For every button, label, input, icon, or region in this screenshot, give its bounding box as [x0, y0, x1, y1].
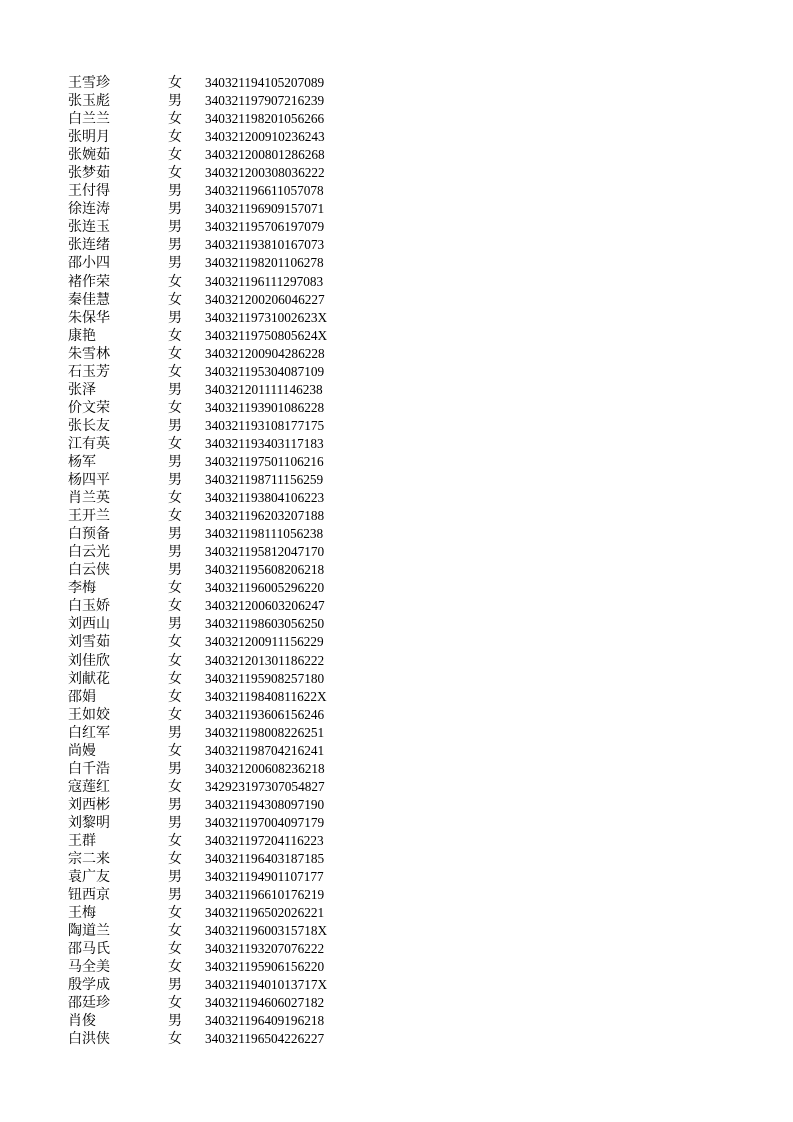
person-id-number: 340321193606156246 — [205, 706, 325, 722]
table-row — [0, 164, 793, 182]
person-gender: 女 — [168, 490, 182, 507]
person-id-number: 340321200206046227 — [205, 291, 325, 307]
person-gender: 女 — [168, 580, 182, 597]
person-name: 刘黎明 — [68, 814, 110, 831]
person-gender: 男 — [168, 255, 182, 272]
table-row — [0, 543, 793, 561]
person-id-number: 34032119401013717X — [205, 977, 328, 993]
person-name: 褚作荣 — [68, 273, 110, 290]
table-row — [0, 453, 793, 471]
person-name: 白兰兰 — [68, 111, 110, 128]
person-name: 王群 — [68, 832, 96, 849]
table-row — [0, 615, 793, 633]
table-row — [0, 1012, 793, 1030]
person-id-number: 340321194105207089 — [205, 75, 325, 90]
person-name: 寇莲红 — [68, 778, 110, 795]
person-name: 邵廷珍 — [68, 995, 110, 1012]
person-id-number: 340321196409196218 — [205, 1013, 325, 1029]
person-name: 刘西彬 — [68, 796, 110, 813]
person-id-number: 340321193403117183 — [205, 435, 324, 451]
table-row — [0, 850, 793, 868]
table-row — [0, 886, 793, 904]
person-name: 张玉彪 — [68, 93, 110, 110]
person-id-number: 340321198111056238 — [205, 526, 324, 542]
table-row — [0, 273, 793, 291]
person-gender: 女 — [168, 959, 182, 976]
person-gender: 女 — [168, 291, 182, 308]
table-row — [0, 471, 793, 489]
table-row — [0, 399, 793, 417]
person-id-number: 340321198711156259 — [205, 472, 324, 488]
person-id-number: 340321197004097179 — [205, 814, 325, 830]
person-name: 李梅 — [68, 580, 96, 597]
table-row — [0, 742, 793, 760]
table-row — [0, 597, 793, 615]
person-id-number: 340321194308097190 — [205, 796, 325, 812]
person-name: 朱雪林 — [68, 345, 110, 362]
table-row — [0, 435, 793, 453]
table-row — [0, 904, 793, 922]
person-id-number: 340321196909157071 — [205, 201, 325, 217]
person-name: 钮西京 — [68, 887, 110, 904]
person-name: 江有英 — [68, 435, 110, 452]
person-name: 邵马氏 — [68, 941, 110, 958]
person-id-number: 340321193207076222 — [205, 941, 325, 957]
person-id-number: 340321200308036222 — [205, 165, 325, 181]
person-id-number: 340321200801286268 — [205, 147, 325, 163]
person-gender: 男 — [168, 237, 182, 254]
table-row — [0, 579, 793, 597]
table-row — [0, 1030, 793, 1048]
person-id-number: 340321195812047170 — [205, 544, 325, 560]
person-id-number: 340321196502026221 — [205, 905, 325, 921]
person-id-number: 34032119840811622X — [205, 688, 327, 704]
person-id-number: 340321200603206247 — [205, 598, 325, 614]
person-name: 张泽 — [68, 381, 96, 398]
person-gender: 男 — [168, 453, 182, 470]
table-row — [0, 417, 793, 435]
person-name: 张婉茹 — [68, 147, 110, 164]
person-name: 马全美 — [68, 959, 110, 976]
person-gender: 女 — [168, 670, 182, 687]
person-name: 朱保华 — [68, 309, 110, 326]
person-gender: 女 — [168, 399, 182, 416]
person-name: 张梦茹 — [68, 165, 110, 182]
person-gender: 女 — [168, 851, 182, 868]
person-gender: 男 — [168, 814, 182, 831]
person-id-number: 340321197501106216 — [205, 453, 324, 469]
person-gender: 男 — [168, 977, 182, 994]
table-row — [0, 633, 793, 651]
person-gender: 女 — [168, 941, 182, 958]
table-row — [0, 706, 793, 724]
person-gender: 男 — [168, 724, 182, 741]
person-name: 刘献花 — [68, 670, 110, 687]
table-row — [0, 688, 793, 706]
person-gender: 女 — [168, 742, 182, 759]
person-gender: 女 — [168, 1031, 182, 1048]
person-name: 白云侠 — [68, 562, 110, 579]
table-row — [0, 670, 793, 688]
person-gender: 男 — [168, 562, 182, 579]
person-id-number: 340321193108177175 — [205, 417, 325, 433]
table-row — [0, 525, 793, 543]
table-row — [0, 128, 793, 146]
person-name: 白红军 — [68, 724, 110, 741]
table-row — [0, 922, 793, 940]
person-gender: 男 — [168, 616, 182, 633]
person-gender: 女 — [168, 147, 182, 164]
person-gender: 女 — [168, 129, 182, 146]
table-row — [0, 958, 793, 976]
table-row — [0, 976, 793, 994]
table-row — [0, 92, 793, 110]
table-row — [0, 814, 793, 832]
person-name: 肖兰英 — [68, 490, 110, 507]
person-name: 刘佳欣 — [68, 652, 110, 669]
person-id-number: 340321198704216241 — [205, 742, 325, 758]
table-row — [0, 218, 793, 236]
person-name: 张连玉 — [68, 219, 110, 236]
person-gender: 男 — [168, 201, 182, 218]
table-row — [0, 309, 793, 327]
person-id-number: 340321197907216239 — [205, 93, 325, 109]
person-gender: 女 — [168, 995, 182, 1012]
person-id-number: 340321200904286228 — [205, 345, 325, 361]
person-gender: 女 — [168, 706, 182, 723]
person-gender: 女 — [168, 598, 182, 615]
person-id-number: 340321198201056266 — [205, 111, 325, 127]
person-name: 王梅 — [68, 905, 96, 922]
person-gender: 男 — [168, 1013, 182, 1030]
person-gender: 男 — [168, 381, 182, 398]
person-id-number: 340321193901086228 — [205, 399, 325, 415]
person-name: 白预备 — [68, 526, 110, 543]
person-gender: 男 — [168, 472, 182, 489]
person-id-number: 340321200911156229 — [205, 634, 324, 650]
person-gender: 女 — [168, 111, 182, 128]
person-name: 邵小四 — [68, 255, 110, 272]
table-row — [0, 652, 793, 670]
table-row — [0, 724, 793, 742]
person-gender: 男 — [168, 887, 182, 904]
person-id-number: 342923197307054827 — [205, 778, 325, 794]
person-name: 王如姣 — [68, 706, 110, 723]
table-row — [0, 381, 793, 399]
person-id-number: 34032119600315718X — [205, 923, 328, 939]
person-name: 陶道兰 — [68, 923, 110, 940]
person-id-number: 340321195908257180 — [205, 670, 325, 686]
person-id-number: 340321194901107177 — [205, 869, 324, 885]
person-gender: 女 — [168, 327, 182, 344]
person-id-number: 340321196611057078 — [205, 183, 324, 199]
person-gender: 女 — [168, 778, 182, 795]
person-name: 徐连涛 — [68, 201, 110, 218]
person-gender: 女 — [168, 905, 182, 922]
person-id-number: 340321195706197079 — [205, 219, 325, 235]
person-gender: 男 — [168, 544, 182, 561]
person-gender: 女 — [168, 688, 182, 705]
person-name: 宗二来 — [68, 851, 110, 868]
table-row — [0, 489, 793, 507]
table-row — [0, 796, 793, 814]
table-row — [0, 561, 793, 579]
person-gender: 男 — [168, 93, 182, 110]
person-name: 肖俊 — [68, 1013, 96, 1030]
person-name: 王开兰 — [68, 508, 110, 525]
table-row — [0, 146, 793, 164]
person-name: 康艳 — [68, 327, 96, 344]
person-gender: 女 — [168, 652, 182, 669]
person-gender: 女 — [168, 832, 182, 849]
person-gender: 女 — [168, 345, 182, 362]
person-gender: 女 — [168, 634, 182, 651]
person-id-number: 340321198008226251 — [205, 724, 325, 740]
person-id-number: 340321195608206218 — [205, 562, 325, 578]
person-name: 殷学成 — [68, 977, 110, 994]
person-name: 刘雪茹 — [68, 634, 110, 651]
person-gender: 男 — [168, 796, 182, 813]
person-name: 尚嫚 — [68, 742, 96, 759]
table-row — [0, 363, 793, 381]
roster-table — [0, 74, 793, 1049]
person-gender: 女 — [168, 273, 182, 290]
person-id-number: 340321195906156220 — [205, 959, 325, 975]
table-row — [0, 994, 793, 1012]
person-id-number: 340321195304087109 — [205, 363, 325, 379]
person-gender: 女 — [168, 435, 182, 452]
person-gender: 女 — [168, 165, 182, 182]
person-id-number: 340321198603056250 — [205, 616, 325, 632]
person-gender: 男 — [168, 309, 182, 326]
table-row — [0, 254, 793, 272]
person-name: 白千浩 — [68, 760, 110, 777]
person-id-number: 340321198201106278 — [205, 255, 324, 271]
person-name: 张连绪 — [68, 237, 110, 254]
person-id-number: 340321196111297083 — [205, 273, 324, 289]
table-row — [0, 327, 793, 345]
table-row — [0, 200, 793, 218]
person-id-number: 340321196504226227 — [205, 1031, 325, 1047]
person-id-number: 340321193810167073 — [205, 237, 325, 253]
person-gender: 男 — [168, 183, 182, 200]
person-id-number: 34032119750805624X — [205, 327, 328, 343]
person-name: 袁广友 — [68, 869, 110, 886]
person-id-number: 340321200910236243 — [205, 129, 325, 145]
table-row — [0, 778, 793, 796]
person-id-number: 340321196403187185 — [205, 851, 325, 867]
person-gender: 女 — [168, 508, 182, 525]
person-gender: 男 — [168, 760, 182, 777]
person-name: 石玉芳 — [68, 363, 110, 380]
table-row — [0, 291, 793, 309]
table-row — [0, 760, 793, 778]
person-id-number: 340321196610176219 — [205, 887, 325, 903]
person-name: 王雪珍 — [68, 75, 110, 91]
person-gender: 女 — [168, 923, 182, 940]
table-row — [0, 868, 793, 886]
person-name: 秦佳慧 — [68, 291, 110, 308]
table-row — [0, 74, 793, 92]
person-gender: 女 — [168, 75, 182, 91]
person-id-number: 340321197204116223 — [205, 832, 324, 848]
person-name: 白玉娇 — [68, 598, 110, 615]
table-row — [0, 345, 793, 363]
person-id-number: 340321201301186222 — [205, 652, 325, 668]
person-name: 白洪侠 — [68, 1031, 110, 1048]
person-gender: 男 — [168, 869, 182, 886]
person-id-number: 340321196203207188 — [205, 508, 325, 524]
person-id-number: 340321201111146238 — [205, 381, 323, 397]
person-id-number: 340321200608236218 — [205, 760, 325, 776]
person-name: 张明月 — [68, 129, 110, 146]
person-gender: 男 — [168, 526, 182, 543]
person-name: 王付得 — [68, 183, 110, 200]
person-id-number: 34032119731002623X — [205, 309, 328, 325]
table-row — [0, 940, 793, 958]
table-row — [0, 832, 793, 850]
person-id-number: 340321193804106223 — [205, 490, 325, 506]
table-row — [0, 110, 793, 128]
person-gender: 男 — [168, 417, 182, 434]
person-name: 杨军 — [68, 453, 96, 470]
person-id-number: 340321196005296220 — [205, 580, 325, 596]
table-row — [0, 236, 793, 254]
person-gender: 女 — [168, 363, 182, 380]
person-name: 价文荣 — [68, 399, 110, 416]
person-name: 邵娟 — [68, 688, 96, 705]
table-row — [0, 507, 793, 525]
person-id-number: 340321194606027182 — [205, 995, 325, 1011]
person-name: 刘西山 — [68, 616, 110, 633]
person-name: 杨四平 — [68, 472, 110, 489]
person-gender: 男 — [168, 219, 182, 236]
person-name: 白云光 — [68, 544, 110, 561]
person-name: 张长友 — [68, 417, 110, 434]
table-row — [0, 182, 793, 200]
